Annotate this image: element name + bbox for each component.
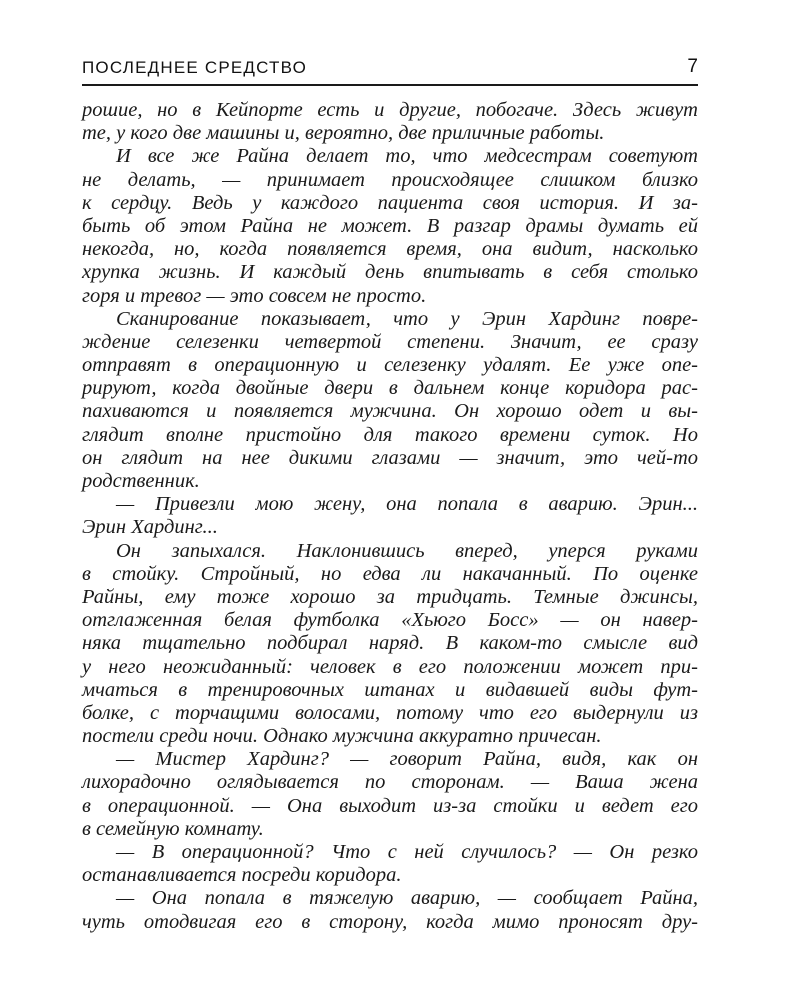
text-line: у него неожиданный: человек в его положении может при- (82, 655, 698, 678)
text-line: он глядит на нее дикими глазами — значит, это чей-то (82, 446, 698, 469)
text-line: некогда, но, когда появляется время, она видит, насколько (82, 238, 698, 261)
text-line: — Она попала в тяжелую аварию, — сообщает Райна, (116, 887, 698, 910)
text-line: глядит вполне пристойно для такого времени суток. Но (82, 423, 698, 446)
text-line: лихорадочно оглядывается по сторонам. — Ваша жена (82, 771, 698, 794)
text-line: Он запыхался. Наклонившись вперед, уперся руками (116, 539, 698, 562)
text-line: отглаженная белая футболка «Хьюго Босс» — он навер- (82, 609, 698, 632)
text-line: мчаться в тренировочных штанах и видавшей виды фут- (82, 678, 698, 701)
text-line: И все же Райна делает то, что медсестрам советуют (116, 145, 698, 168)
text-line: останавливается посреди коридора. (82, 864, 402, 887)
text-line: болке, с торчащими волосами, потому что его выдернули из (82, 701, 698, 724)
text-line: — В операционной? Что с ней случилось? — Он резко (116, 841, 698, 863)
text-line: рируют, когда двойные двери в дальнем конце коридора рас- (82, 377, 698, 400)
text-line: родственник. (82, 470, 200, 492)
text-line: пахиваются и появляется мужчина. Он хорошо одет и вы- (82, 400, 698, 423)
text-line: Сканирование показывает, что у Эрин Хардинг повре- (116, 307, 698, 330)
text-line: — Привезли мою жену, она попала в аварию. Эрин... (116, 493, 698, 516)
text-line: не делать, — принимает происходящее слишком близко (82, 168, 698, 191)
text-line: ждение селезенки четвертой степени. Значит, ее сразу (82, 330, 698, 353)
text-line: Эрин Хардинг... (82, 516, 218, 539)
text-line: няка тщательно подбирал наряд. В каком-то смысле вид (82, 632, 698, 655)
text-line: горя и тревог — это совсем не просто. (82, 284, 427, 307)
text-line: в семейную комнату. (82, 817, 264, 840)
text-line: хрупка жизнь. И каждый день впитывать в себя столько (82, 261, 698, 284)
page-header (82, 56, 698, 86)
text-line: в операционной. — Она выходит из-за стойки и ведет его (82, 794, 698, 817)
text-line: рошие, но в Кейпорте есть и другие, побогаче. Здесь живут (82, 99, 698, 121)
text-line: чуть отодвигая его в сторону, когда мимо проносят дру- (82, 910, 698, 933)
text-line: в стойку. Стройный, но едва ли накачанный. По оценке (82, 562, 698, 585)
text-line: быть об этом Райна не может. В разгар драмы думать ей (82, 214, 698, 237)
body-text (82, 99, 698, 934)
text-line: к сердцу. Ведь у каждого пациента своя история. И за- (82, 191, 698, 214)
text-line: Райны, ему тоже хорошо за тридцать. Темные джинсы, (82, 585, 698, 608)
text-line: постели среди ночи. Однако мужчина аккуратно причесан. (82, 725, 602, 748)
text-line: отправят в операционную и селезенку удалят. Ее уже опе- (82, 354, 698, 377)
page-number: 7 (687, 56, 698, 77)
text-line: те, у кого две машины и, вероятно, две приличные работы. (82, 122, 605, 145)
running-title: ПОСЛЕДНЕЕ СРЕДСТВО (82, 58, 308, 77)
text-line: — Мистер Хардинг? — говорит Райна, видя, как он (116, 748, 698, 771)
